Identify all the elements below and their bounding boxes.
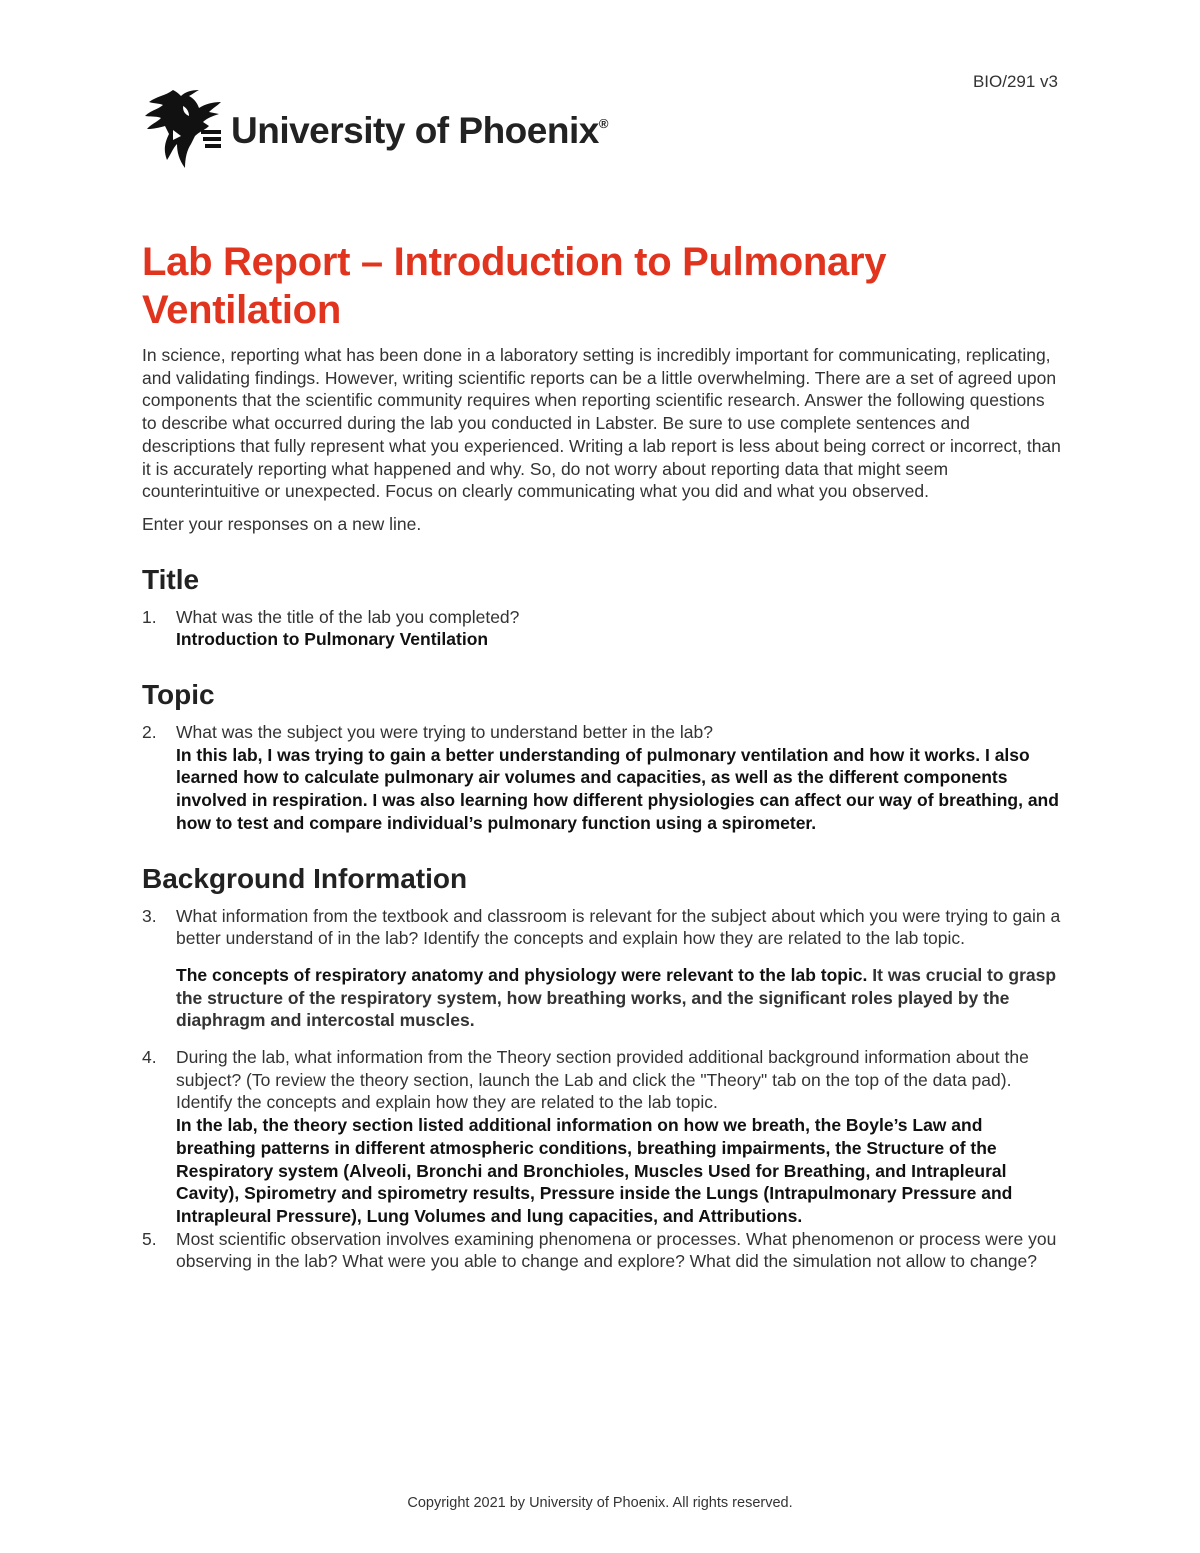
question-number: 5. [142, 1228, 157, 1249]
university-logo [143, 86, 608, 176]
question-2 [142, 721, 1062, 835]
section-heading-background: Background Information [142, 862, 468, 894]
question-text: What information from the textbook and classroom is relevant for the subject about which you were trying to gain a better understand of in the lab? Identify the concepts and explain how they are related to the lab topic. [176, 905, 1061, 949]
question-number: 4. [142, 1047, 157, 1068]
answer-text: The concepts of respiratory anatomy and physiology were relevant to the lab topic. It was crucial to grasp the structure of the respiratory system, how breathing works, and the significant roles played by the diaphragm and intercostal muscles. [176, 964, 1057, 1031]
question-text: During the lab, what information from the Theory section provided additional background information about the subject? (To review the theory section, launch the Lab and click the "Theory" tab on the top of the data pad). Identify the concepts and explain how they are related to the lab topic. [176, 1047, 1029, 1113]
document-body [142, 238, 1062, 1273]
question-number: 3. [142, 905, 157, 926]
section-heading-title: Title [142, 563, 200, 595]
question-text: What was the title of the lab you completed? [176, 606, 520, 627]
question-list-background [142, 905, 1062, 1274]
question-3 [142, 905, 1062, 1033]
question-1 [142, 606, 1062, 651]
question-text: Most scientific observation involves examining phenomena or processes. What phenomenon or process were you observing in the lab? What were you able to change and explore? What did the simulation not allow to change? [176, 1228, 1057, 1272]
question-number: 2. [142, 722, 157, 743]
answer-text: In the lab, the theory section listed additional information on how we breath, the Boyle’s Law and breathing patterns in different atmospheric conditions, breathing impairments, the Structure of the Respiratory system (Alveoli, Bronchi and Bronchioles, Muscles Used for Breathing, and Intrapleural Cavity), Spirometry and spirometry results, Pressure inside the Lungs (Intrapulmonary Pressure and Intrapleural Pressure), Lung Volumes and lung capacities, and Attributions. [176, 1115, 1013, 1226]
question-4 [142, 1046, 1062, 1228]
course-code: BIO/291 v3 [972, 72, 1058, 91]
instruction-text: Enter your responses on a new line. [142, 513, 422, 534]
phoenix-bird-icon [143, 86, 223, 176]
question-list-title [142, 606, 1062, 651]
logo-text: University of Phoenix® [231, 110, 608, 151]
question-text: What was the subject you were trying to understand better in the lab? [176, 722, 713, 743]
document-title: Lab Report – Introduction to Pulmonary Ventilation [142, 240, 887, 332]
answer-text: Introduction to Pulmonary Ventilation [176, 629, 489, 650]
question-5 [142, 1228, 1062, 1273]
question-list-topic [142, 721, 1062, 835]
section-heading-topic: Topic [142, 679, 215, 711]
answer-text: In this lab, I was trying to gain a better understanding of pulmonary ventilation and how it works. I also learned how to calculate pulmonary air volumes and capacities, as well as the different components involved in respiration. I was also learning how different physiologies can affect our way of breathing, and how to test and compare individual’s pulmonary function using a spirometer. [176, 744, 1059, 833]
intro-paragraph: In science, reporting what has been done in a laboratory setting is incredibly important for communicating, replicating, and validating findings. However, writing scientific reports can be a little overwhelming. There are a set of agreed upon components that the scientific community requires when reporting scientific research. Answer the following questions to describe what occurred during the lab you conducted in Labster. Be sure to use complete sentences and descriptions that fully represent what you experienced. Writing a lab report is less about being correct or incorrect, than it is accurately reporting what happened and why. So, do not worry about reporting data that might seem counterintuitive or unexpected. Focus on clearly communicating what you did and what you observed. [142, 345, 1061, 502]
question-number: 1. [142, 606, 157, 627]
copyright-footer: Copyright 2021 by University of Phoenix. All rights reserved. [407, 1495, 793, 1511]
